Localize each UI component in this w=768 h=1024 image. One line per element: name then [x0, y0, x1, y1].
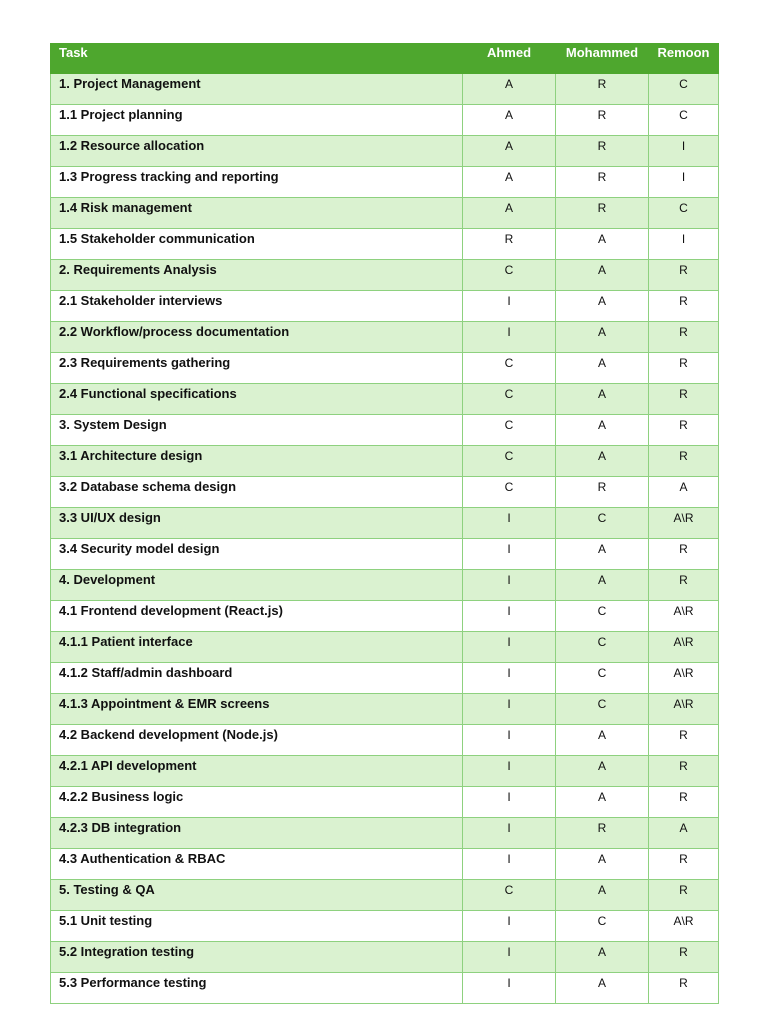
mohammed-role-cell: A [556, 880, 649, 911]
task-cell: 4.2.2 Business logic [51, 787, 463, 818]
ahmed-role-cell: A [463, 198, 556, 229]
table-row [51, 539, 719, 570]
mohammed-role-cell: A [556, 787, 649, 818]
column-header-remoon: Remoon [649, 44, 719, 74]
table-row [51, 167, 719, 198]
table-row [51, 508, 719, 539]
remoon-role-cell: R [649, 322, 719, 353]
task-cell: 3.3 UI/UX design [51, 508, 463, 539]
ahmed-role-cell: C [463, 477, 556, 508]
mohammed-role-cell: C [556, 632, 649, 663]
table-row [51, 477, 719, 508]
ahmed-role-cell: C [463, 415, 556, 446]
mohammed-role-cell: A [556, 725, 649, 756]
table-row [51, 849, 719, 880]
mohammed-role-cell: C [556, 911, 649, 942]
remoon-role-cell: R [649, 353, 719, 384]
mohammed-role-cell: R [556, 105, 649, 136]
table-row [51, 756, 719, 787]
task-cell: 3.2 Database schema design [51, 477, 463, 508]
mohammed-role-cell: A [556, 539, 649, 570]
ahmed-role-cell: I [463, 849, 556, 880]
table-row [51, 136, 719, 167]
remoon-role-cell: R [649, 260, 719, 291]
mohammed-role-cell: A [556, 415, 649, 446]
mohammed-role-cell: A [556, 229, 649, 260]
mohammed-role-cell: A [556, 322, 649, 353]
task-cell: 4. Development [51, 570, 463, 601]
ahmed-role-cell: A [463, 105, 556, 136]
ahmed-role-cell: I [463, 539, 556, 570]
remoon-role-cell: R [649, 384, 719, 415]
task-cell: 2. Requirements Analysis [51, 260, 463, 291]
remoon-role-cell: A\R [649, 632, 719, 663]
ahmed-role-cell: I [463, 508, 556, 539]
ahmed-role-cell: I [463, 632, 556, 663]
remoon-role-cell: R [649, 446, 719, 477]
table-row [51, 291, 719, 322]
column-header-mohammed: Mohammed [556, 44, 649, 74]
task-cell: 4.1.3 Appointment & EMR screens [51, 694, 463, 725]
ahmed-role-cell: I [463, 694, 556, 725]
table-row [51, 415, 719, 446]
table-row [51, 74, 719, 105]
table-row [51, 694, 719, 725]
mohammed-role-cell: A [556, 384, 649, 415]
task-cell: 4.2.3 DB integration [51, 818, 463, 849]
ahmed-role-cell: C [463, 353, 556, 384]
ahmed-role-cell: I [463, 663, 556, 694]
mohammed-role-cell: R [556, 167, 649, 198]
mohammed-role-cell: A [556, 291, 649, 322]
ahmed-role-cell: I [463, 942, 556, 973]
remoon-role-cell: A\R [649, 911, 719, 942]
task-cell: 1.2 Resource allocation [51, 136, 463, 167]
remoon-role-cell: R [649, 291, 719, 322]
mohammed-role-cell: R [556, 198, 649, 229]
mohammed-role-cell: C [556, 663, 649, 694]
mohammed-role-cell: A [556, 973, 649, 1004]
remoon-role-cell: R [649, 725, 719, 756]
table-row [51, 787, 719, 818]
remoon-role-cell: C [649, 105, 719, 136]
task-cell: 5.2 Integration testing [51, 942, 463, 973]
task-cell: 3.4 Security model design [51, 539, 463, 570]
table-row [51, 601, 719, 632]
task-cell: 1.4 Risk management [51, 198, 463, 229]
task-cell: 2.4 Functional specifications [51, 384, 463, 415]
table-row [51, 198, 719, 229]
remoon-role-cell: A [649, 477, 719, 508]
task-cell: 4.1.1 Patient interface [51, 632, 463, 663]
remoon-role-cell: R [649, 880, 719, 911]
table-row [51, 663, 719, 694]
mohammed-role-cell: A [556, 353, 649, 384]
mohammed-role-cell: A [556, 260, 649, 291]
mohammed-role-cell: R [556, 477, 649, 508]
remoon-role-cell: I [649, 136, 719, 167]
task-cell: 5. Testing & QA [51, 880, 463, 911]
ahmed-role-cell: I [463, 787, 556, 818]
mohammed-role-cell: C [556, 601, 649, 632]
ahmed-role-cell: C [463, 384, 556, 415]
column-header-ahmed: Ahmed [463, 44, 556, 74]
remoon-role-cell: R [649, 539, 719, 570]
task-cell: 5.1 Unit testing [51, 911, 463, 942]
ahmed-role-cell: I [463, 601, 556, 632]
ahmed-role-cell: I [463, 725, 556, 756]
ahmed-role-cell: C [463, 260, 556, 291]
table-body [51, 74, 719, 1004]
table-row [51, 725, 719, 756]
remoon-role-cell: R [649, 973, 719, 1004]
task-cell: 4.1 Frontend development (React.js) [51, 601, 463, 632]
ahmed-role-cell: R [463, 229, 556, 260]
table-row [51, 973, 719, 1004]
ahmed-role-cell: I [463, 291, 556, 322]
table-row [51, 446, 719, 477]
remoon-role-cell: A [649, 818, 719, 849]
ahmed-role-cell: I [463, 818, 556, 849]
remoon-role-cell: I [649, 229, 719, 260]
task-cell: 2.1 Stakeholder interviews [51, 291, 463, 322]
mohammed-role-cell: R [556, 74, 649, 105]
table-row [51, 570, 719, 601]
ahmed-role-cell: A [463, 136, 556, 167]
table-header [51, 44, 719, 74]
remoon-role-cell: R [649, 942, 719, 973]
ahmed-role-cell: A [463, 167, 556, 198]
task-cell: 3. System Design [51, 415, 463, 446]
remoon-role-cell: R [649, 415, 719, 446]
ahmed-role-cell: I [463, 911, 556, 942]
table-row [51, 229, 719, 260]
remoon-role-cell: A\R [649, 663, 719, 694]
table-row [51, 384, 719, 415]
mohammed-role-cell: C [556, 508, 649, 539]
table-row [51, 818, 719, 849]
remoon-role-cell: C [649, 74, 719, 105]
ahmed-role-cell: I [463, 322, 556, 353]
mohammed-role-cell: C [556, 694, 649, 725]
task-cell: 4.2.1 API development [51, 756, 463, 787]
table-row [51, 322, 719, 353]
mohammed-role-cell: A [556, 942, 649, 973]
task-cell: 2.2 Workflow/process documentation [51, 322, 463, 353]
task-cell: 1.5 Stakeholder communication [51, 229, 463, 260]
ahmed-role-cell: C [463, 446, 556, 477]
table-row [51, 353, 719, 384]
mohammed-role-cell: A [556, 446, 649, 477]
mohammed-role-cell: A [556, 570, 649, 601]
remoon-role-cell: R [649, 570, 719, 601]
table-row [51, 105, 719, 136]
task-cell: 1.1 Project planning [51, 105, 463, 136]
remoon-role-cell: A\R [649, 508, 719, 539]
task-cell: 1.3 Progress tracking and reporting [51, 167, 463, 198]
remoon-role-cell: A\R [649, 601, 719, 632]
task-cell: 1. Project Management [51, 74, 463, 105]
mohammed-role-cell: A [556, 756, 649, 787]
header-row [51, 44, 719, 74]
ahmed-role-cell: I [463, 973, 556, 1004]
table-row [51, 911, 719, 942]
remoon-role-cell: R [649, 849, 719, 880]
mohammed-role-cell: R [556, 818, 649, 849]
table-row [51, 260, 719, 291]
task-cell: 4.1.2 Staff/admin dashboard [51, 663, 463, 694]
remoon-role-cell: R [649, 787, 719, 818]
remoon-role-cell: I [649, 167, 719, 198]
remoon-role-cell: C [649, 198, 719, 229]
remoon-role-cell: A\R [649, 694, 719, 725]
table-row [51, 942, 719, 973]
ahmed-role-cell: I [463, 570, 556, 601]
task-cell: 4.2 Backend development (Node.js) [51, 725, 463, 756]
ahmed-role-cell: A [463, 74, 556, 105]
mohammed-role-cell: R [556, 136, 649, 167]
task-cell: 3.1 Architecture design [51, 446, 463, 477]
task-cell: 2.3 Requirements gathering [51, 353, 463, 384]
raci-table [50, 43, 719, 1004]
table-row [51, 632, 719, 663]
column-header-task: Task [51, 44, 463, 74]
task-cell: 5.3 Performance testing [51, 973, 463, 1004]
remoon-role-cell: R [649, 756, 719, 787]
table-row [51, 880, 719, 911]
ahmed-role-cell: I [463, 756, 556, 787]
ahmed-role-cell: C [463, 880, 556, 911]
mohammed-role-cell: A [556, 849, 649, 880]
task-cell: 4.3 Authentication & RBAC [51, 849, 463, 880]
